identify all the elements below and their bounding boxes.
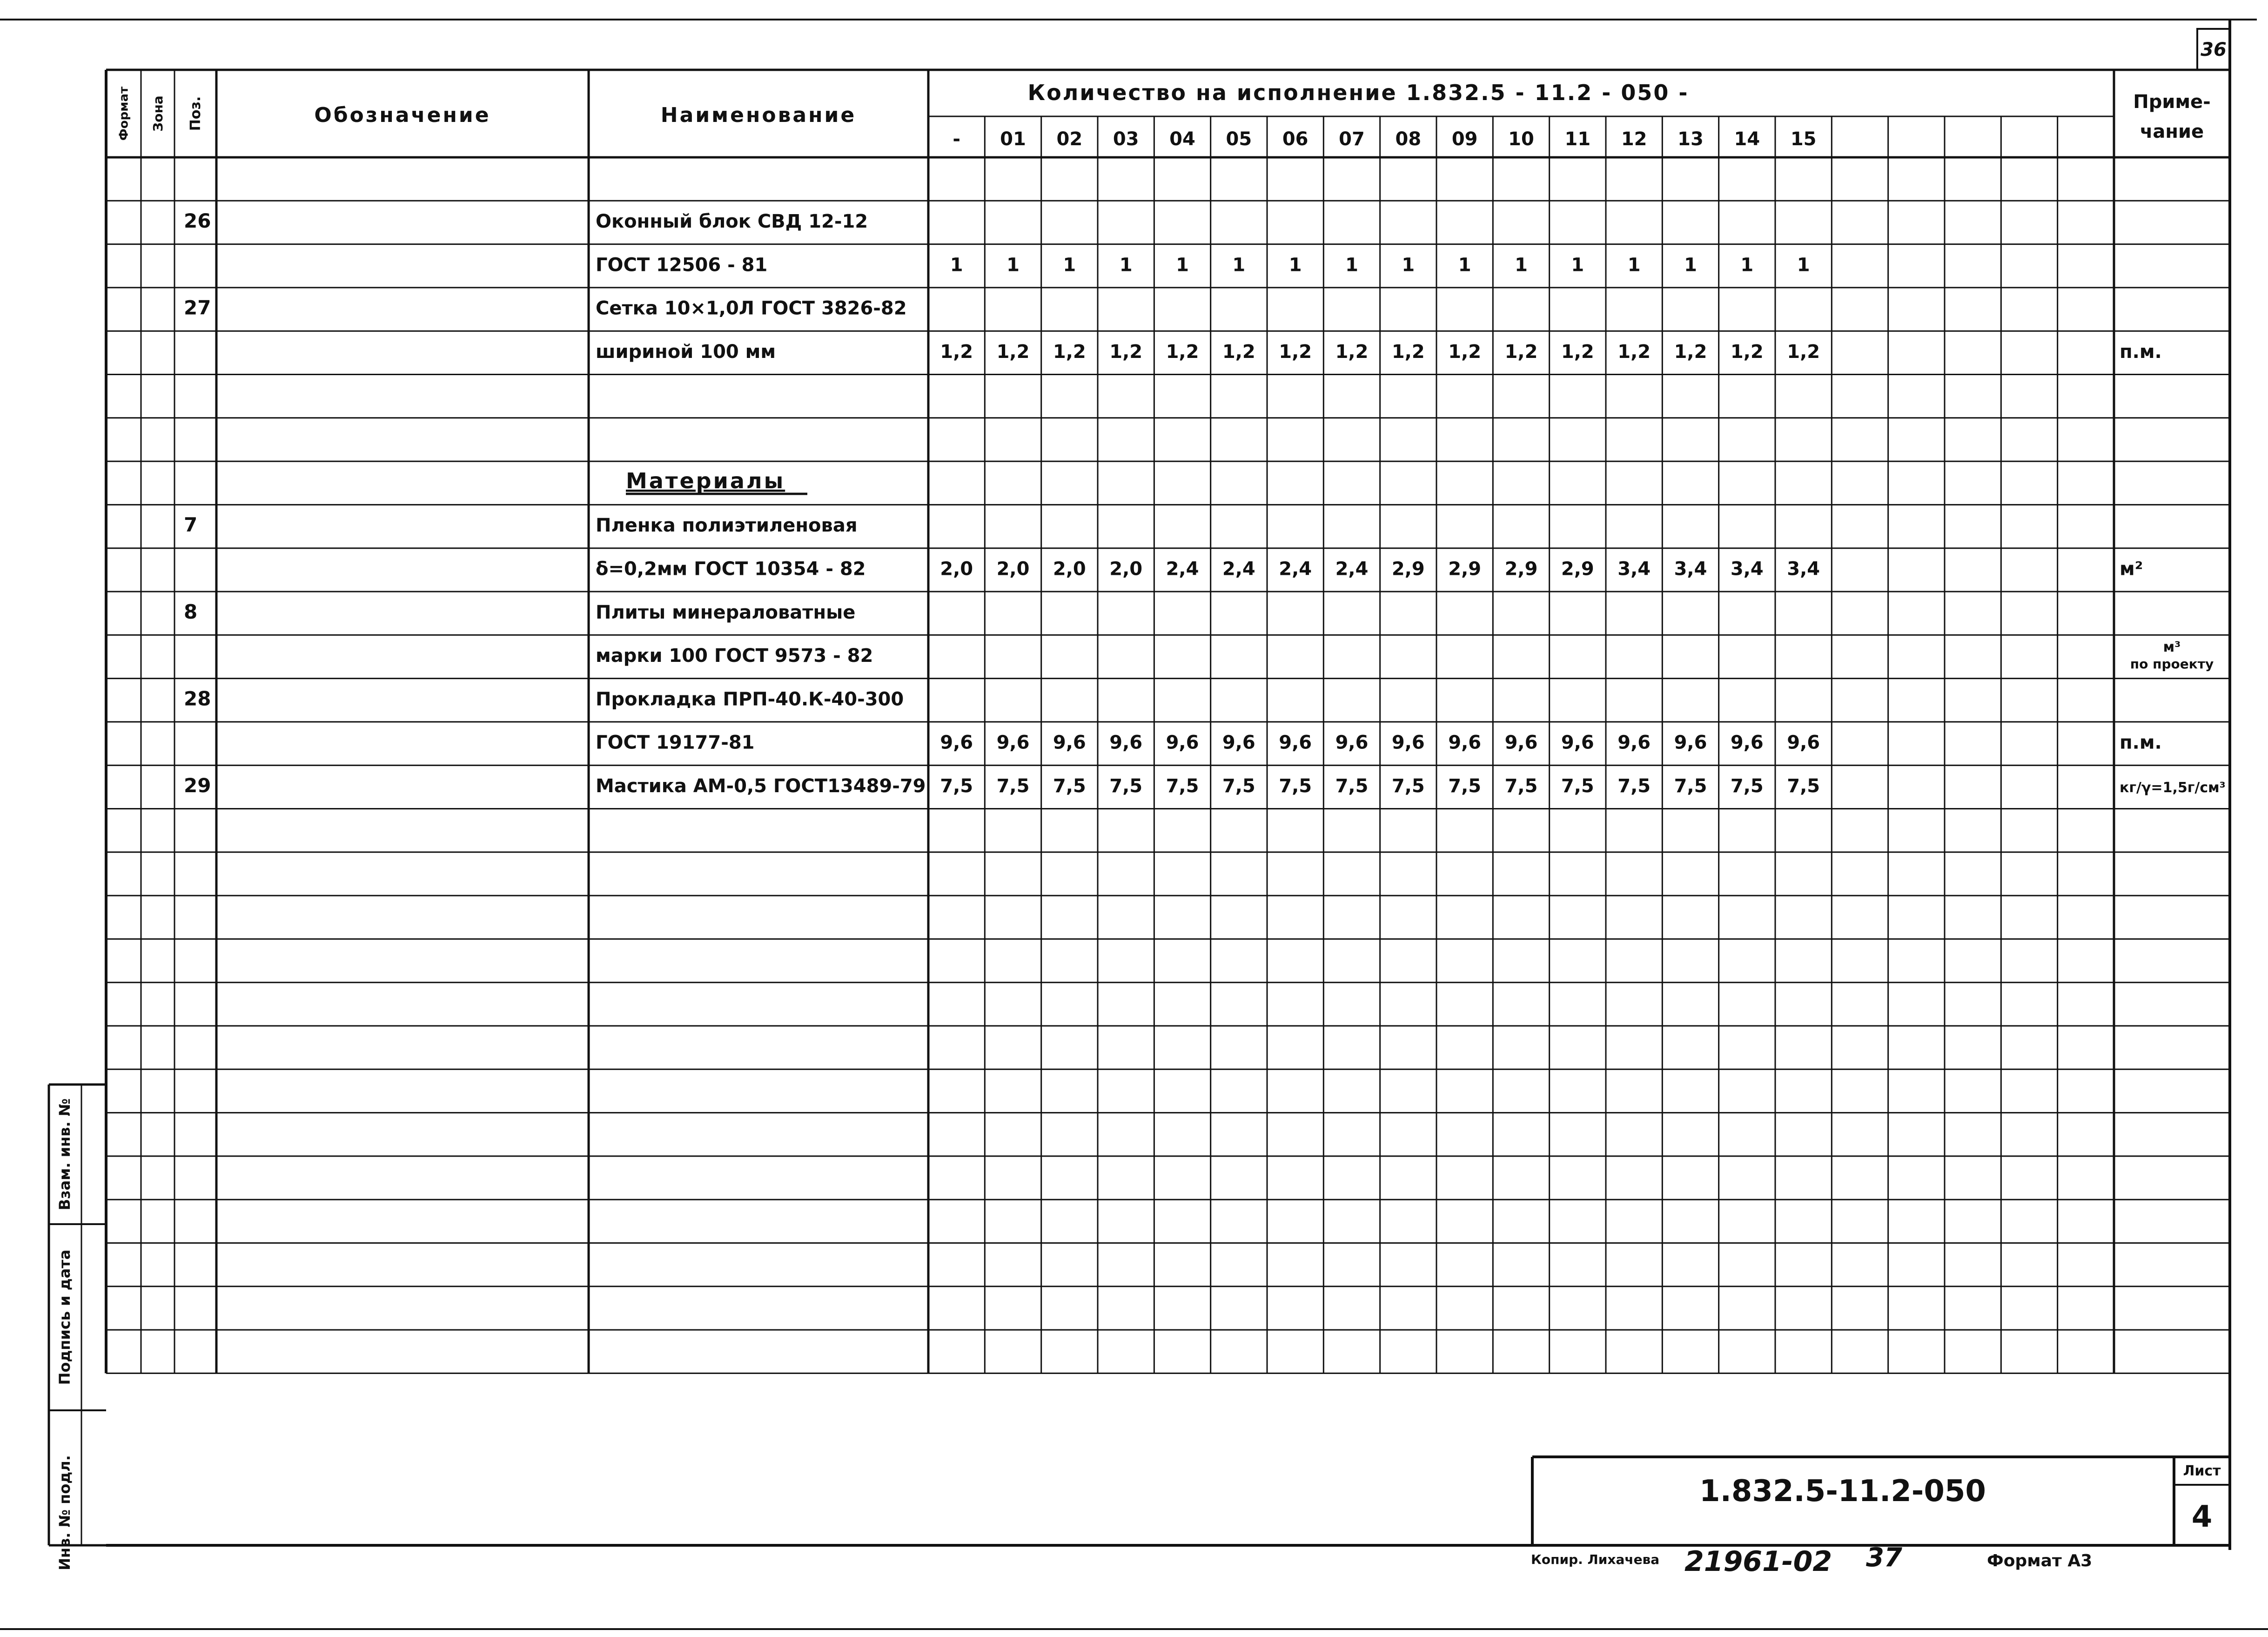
qty-cell: 1,2	[1053, 341, 1086, 363]
qty-cell: 1,2	[1674, 341, 1707, 363]
qty-cell: 1	[950, 254, 963, 276]
row-pos: 27	[184, 296, 211, 319]
header-variant-01: 01	[1000, 128, 1026, 150]
qty-cell: 3,4	[1787, 558, 1820, 580]
doc-code: 1.832.5-11.2-050	[1699, 1474, 1986, 1509]
qty-cell: 1,2	[1279, 341, 1312, 363]
qty-cell: 1	[1571, 254, 1584, 276]
qty-cell: 9,6	[1448, 732, 1482, 754]
qty-cell: 9,6	[1617, 732, 1651, 754]
stamp-inv-podl: Инв. № подл.	[56, 1455, 74, 1570]
row-name: Сетка 10×1,0Л ГОСТ 3826-82	[596, 297, 907, 319]
qty-cell: 2,9	[1391, 558, 1425, 580]
qty-cell: 9,6	[1674, 732, 1707, 754]
qty-cell: 7,5	[1787, 775, 1820, 797]
header-variant-14: 14	[1734, 128, 1760, 150]
qty-cell: 9,6	[1222, 732, 1255, 754]
header-variant-base: -	[953, 128, 960, 150]
header-variant-11: 11	[1564, 128, 1591, 150]
qty-cell: 7,5	[1053, 775, 1086, 797]
qty-cell: 7,5	[1222, 775, 1255, 797]
qty-cell: 1	[1797, 254, 1810, 276]
qty-cell: 9,6	[1335, 732, 1369, 754]
page-number: 36	[2201, 39, 2227, 61]
qty-cell: 1	[1740, 254, 1754, 276]
stamp-sign-date: Подпись и дата	[56, 1249, 74, 1385]
qty-cell: 7,5	[1561, 775, 1594, 797]
qty-cell: 7,5	[1335, 775, 1369, 797]
header-designation: Обозначение	[314, 103, 491, 127]
qty-cell: 9,6	[1504, 732, 1538, 754]
header-variant-09: 09	[1451, 128, 1478, 150]
header-format: Формат	[117, 86, 131, 141]
row-note-extra: по проекту	[2130, 656, 2214, 672]
qty-cell: 7,5	[1730, 775, 1764, 797]
qty-cell: 1	[1288, 254, 1302, 276]
qty-cell: 7,5	[1617, 775, 1651, 797]
spec-table-text	[117, 80, 2226, 797]
qty-cell: 7,5	[1279, 775, 1312, 797]
sheet-number: 4	[2191, 1500, 2213, 1534]
spec-table-grid	[49, 70, 2230, 1545]
footer-num: 37	[1866, 1543, 1902, 1573]
row-name: ГОСТ 19177-81	[596, 732, 755, 754]
qty-cell: 3,4	[1730, 558, 1764, 580]
qty-cell: 1	[1627, 254, 1641, 276]
qty-cell: 2,9	[1561, 558, 1594, 580]
row-note: кг/γ=1,5г/см³	[2120, 780, 2226, 796]
row-pos: 26	[184, 209, 211, 233]
qty-cell: 3,4	[1674, 558, 1707, 580]
qty-cell: 1	[1684, 254, 1697, 276]
qty-cell: 1	[1402, 254, 1415, 276]
qty-cell: 9,6	[1730, 732, 1764, 754]
qty-cell: 3,4	[1617, 558, 1651, 580]
header-variant-07: 07	[1339, 128, 1365, 150]
qty-cell: 9,6	[1391, 732, 1425, 754]
qty-cell: 1,2	[1166, 341, 1199, 363]
qty-cell: 1,2	[1391, 341, 1425, 363]
row-name: ГОСТ 12506 - 81	[596, 254, 768, 276]
header-variant-03: 03	[1113, 128, 1139, 150]
qty-cell: 9,6	[1053, 732, 1086, 754]
row-note: м³	[2163, 639, 2181, 656]
qty-cell: 9,6	[1787, 732, 1820, 754]
qty-cell: 9,6	[1166, 732, 1199, 754]
qty-cell: 2,0	[1053, 558, 1086, 580]
qty-cell: 1,2	[1222, 341, 1255, 363]
qty-cell: 9,6	[940, 732, 973, 754]
qty-cell: 2,4	[1335, 558, 1369, 580]
qty-cell: 7,5	[1448, 775, 1482, 797]
header-note-line2: чание	[2140, 121, 2204, 142]
qty-cell: 1,2	[940, 341, 973, 363]
header-variant-08: 08	[1395, 128, 1422, 150]
qty-cell: 1	[1176, 254, 1189, 276]
qty-cell: 1	[1119, 254, 1133, 276]
qty-cell: 7,5	[1109, 775, 1143, 797]
qty-cell: 1	[1007, 254, 1020, 276]
header-variant-13: 13	[1678, 128, 1704, 150]
qty-cell: 2,4	[1222, 558, 1255, 580]
sheet-label: Лист	[2183, 1463, 2221, 1479]
qty-cell: 9,6	[1561, 732, 1594, 754]
qty-cell: 1,2	[996, 341, 1030, 363]
header-variant-04: 04	[1169, 128, 1195, 150]
header-zone: Зона	[150, 95, 166, 132]
qty-cell: 1	[1515, 254, 1528, 276]
qty-cell: 7,5	[996, 775, 1030, 797]
row-name: Прокладка ПРП-40.К-40-300	[596, 688, 904, 710]
qty-cell: 7,5	[1674, 775, 1707, 797]
row-name: Мастика АМ-0,5 ГОСТ13489-79	[596, 775, 926, 797]
qty-cell: 2,4	[1166, 558, 1199, 580]
header-note-line1: Приме-	[2133, 91, 2211, 113]
row-pos: 7	[184, 513, 198, 537]
header-variant-05: 05	[1226, 128, 1252, 150]
row-pos: 28	[184, 687, 211, 710]
row-name: Оконный блок СВД 12-12	[596, 211, 868, 233]
qty-cell: 1	[1345, 254, 1358, 276]
qty-cell: 2,0	[940, 558, 973, 580]
qty-cell: 1,2	[1109, 341, 1143, 363]
qty-cell: 1,2	[1561, 341, 1594, 363]
header-variant-06: 06	[1282, 128, 1308, 150]
qty-cell: 7,5	[940, 775, 973, 797]
qty-cell: 1,2	[1335, 341, 1369, 363]
qty-cell: 2,4	[1279, 558, 1312, 580]
footer-order: 21961-02	[1684, 1545, 1832, 1578]
footer-copied-by: Копир. Лихачева	[1531, 1552, 1660, 1567]
header-variant-12: 12	[1621, 128, 1647, 150]
row-note: м²	[2120, 558, 2143, 580]
row-note: п.м.	[2120, 341, 2162, 363]
row-name: Плиты минераловатные	[596, 601, 856, 623]
row-name: шириной 100 мм	[596, 341, 776, 363]
header-name: Наименование	[660, 103, 857, 127]
stamp-vzam-inv: Взам. инв. №	[56, 1098, 74, 1211]
header-variant-15: 15	[1790, 128, 1817, 150]
qty-cell: 9,6	[996, 732, 1030, 754]
row-pos: 29	[184, 774, 211, 797]
qty-cell: 1,2	[1448, 341, 1482, 363]
header-variant-02: 02	[1056, 128, 1083, 150]
qty-cell: 1	[1458, 254, 1471, 276]
qty-cell: 7,5	[1166, 775, 1199, 797]
qty-cell: 2,0	[1109, 558, 1143, 580]
row-name: марки 100 ГОСТ 9573 - 82	[596, 645, 873, 667]
qty-cell: 2,9	[1504, 558, 1538, 580]
row-name: Пленка полиэтиленовая	[596, 515, 858, 537]
footer-format: Формат А3	[1987, 1551, 2093, 1570]
qty-cell: 2,0	[996, 558, 1030, 580]
qty-cell: 9,6	[1109, 732, 1143, 754]
qty-cell: 1	[1232, 254, 1246, 276]
qty-cell: 1,2	[1617, 341, 1651, 363]
section-heading: Материалы	[626, 468, 785, 493]
qty-cell: 1,2	[1504, 341, 1538, 363]
qty-cell: 1,2	[1787, 341, 1820, 363]
header-variant-10: 10	[1508, 128, 1534, 150]
row-name: δ=0,2мм ГОСТ 10354 - 82	[596, 558, 866, 580]
header-pos: Поз.	[188, 96, 204, 131]
header-quantity-title: Количество на исполнение 1.832.5 - 11.2 - 050 -	[1027, 80, 1689, 105]
qty-cell: 9,6	[1279, 732, 1312, 754]
qty-cell: 7,5	[1391, 775, 1425, 797]
qty-cell: 1	[1063, 254, 1076, 276]
qty-cell: 7,5	[1504, 775, 1538, 797]
row-pos: 8	[184, 600, 198, 623]
row-note: п.м.	[2120, 732, 2162, 754]
qty-cell: 2,9	[1448, 558, 1482, 580]
qty-cell: 1,2	[1730, 341, 1764, 363]
